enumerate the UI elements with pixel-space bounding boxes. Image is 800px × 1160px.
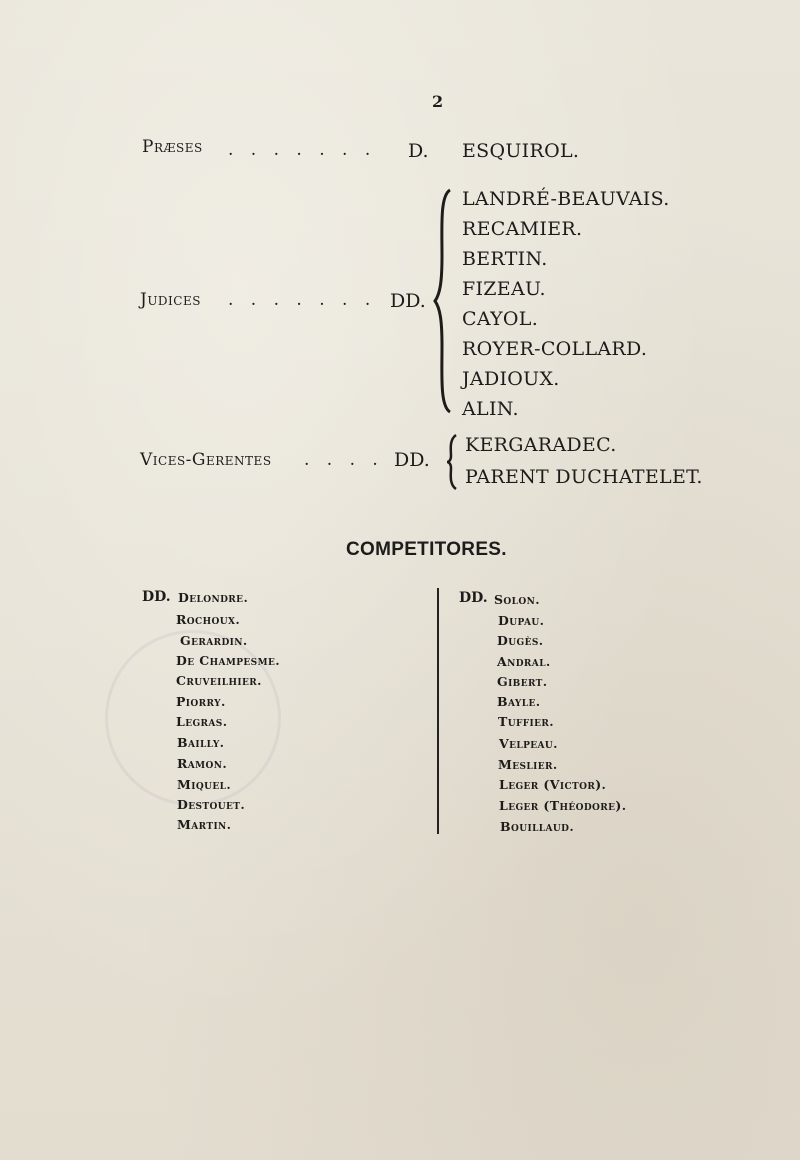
competitor-left: De Champesme. (176, 653, 280, 668)
judices-name: BERTIN. (462, 248, 548, 270)
competitor-right: Meslier. (498, 757, 558, 772)
vices-gerentes-name: PARENT DUCHATELET. (465, 466, 703, 488)
competitor-left: Destouet. (177, 797, 246, 812)
competitor-left: Rochoux. (176, 612, 241, 627)
competitor-left: Cruveilhier. (176, 673, 262, 688)
praeses-abbr: D. (408, 140, 429, 162)
praeses-name: ESQUIROL. (462, 140, 580, 162)
competitor-right: Dupau. (498, 613, 545, 628)
competitor-right: Solon. (494, 592, 541, 607)
competitor-right: Leger (Théodore). (499, 798, 627, 813)
judices-label: Judices (140, 290, 201, 310)
page-number: 2 (432, 92, 444, 111)
vices-gerentes-dots: . . . . (304, 450, 384, 470)
competitor-left: Legras. (176, 714, 228, 729)
judices-name: FIZEAU. (462, 278, 546, 300)
judices-name: LANDRÉ-BEAUVAIS. (462, 188, 670, 210)
judices-name: CAYOL. (462, 308, 539, 330)
competitor-left: Martin. (177, 817, 232, 832)
competitores-divider (437, 588, 439, 834)
competitor-right: Andral. (497, 654, 551, 669)
competitores-left-abbr: DD. (142, 589, 171, 605)
vices-gerentes-name: KERGARADEC. (465, 434, 617, 456)
competitor-left: Gerardin. (180, 633, 248, 648)
vices-gerentes-brace (444, 432, 460, 492)
judices-name: RECAMIER. (462, 218, 583, 240)
praeses-dots: . . . . . . . (228, 140, 377, 160)
judices-name: ROYER-COLLARD. (462, 338, 648, 360)
competitor-right: Leger (Victor). (499, 777, 607, 792)
competitor-right: Bouillaud. (500, 819, 575, 834)
competitor-left: Piorry. (176, 694, 226, 709)
judices-abbr: DD. (390, 290, 426, 312)
competitor-left: Ramon. (177, 756, 228, 771)
praeses-label: Præses (142, 137, 203, 157)
competitor-left: Bailly. (177, 735, 225, 750)
competitores-right-abbr: DD. (459, 590, 488, 606)
competitor-right: Bayle. (497, 694, 541, 709)
judices-names (462, 188, 670, 428)
judices-brace (432, 186, 456, 416)
judices-name: ALIN. (462, 398, 519, 420)
judices-name: JADIOUX. (462, 368, 560, 390)
vices-gerentes-label: Vices-Gerentes (140, 450, 272, 470)
competitor-left: Delondre. (178, 590, 249, 605)
competitores-heading: COMPETITORES. (346, 539, 507, 560)
competitor-right: Dugès. (497, 633, 544, 648)
competitor-right: Gibert. (497, 674, 548, 689)
competitor-right: Tuffier. (498, 714, 555, 729)
vices-gerentes-abbr: DD. (394, 449, 430, 471)
competitor-right: Velpeau. (499, 736, 558, 751)
judices-dots: . . . . . . . (228, 290, 377, 310)
competitor-left: Miquel. (177, 777, 232, 792)
